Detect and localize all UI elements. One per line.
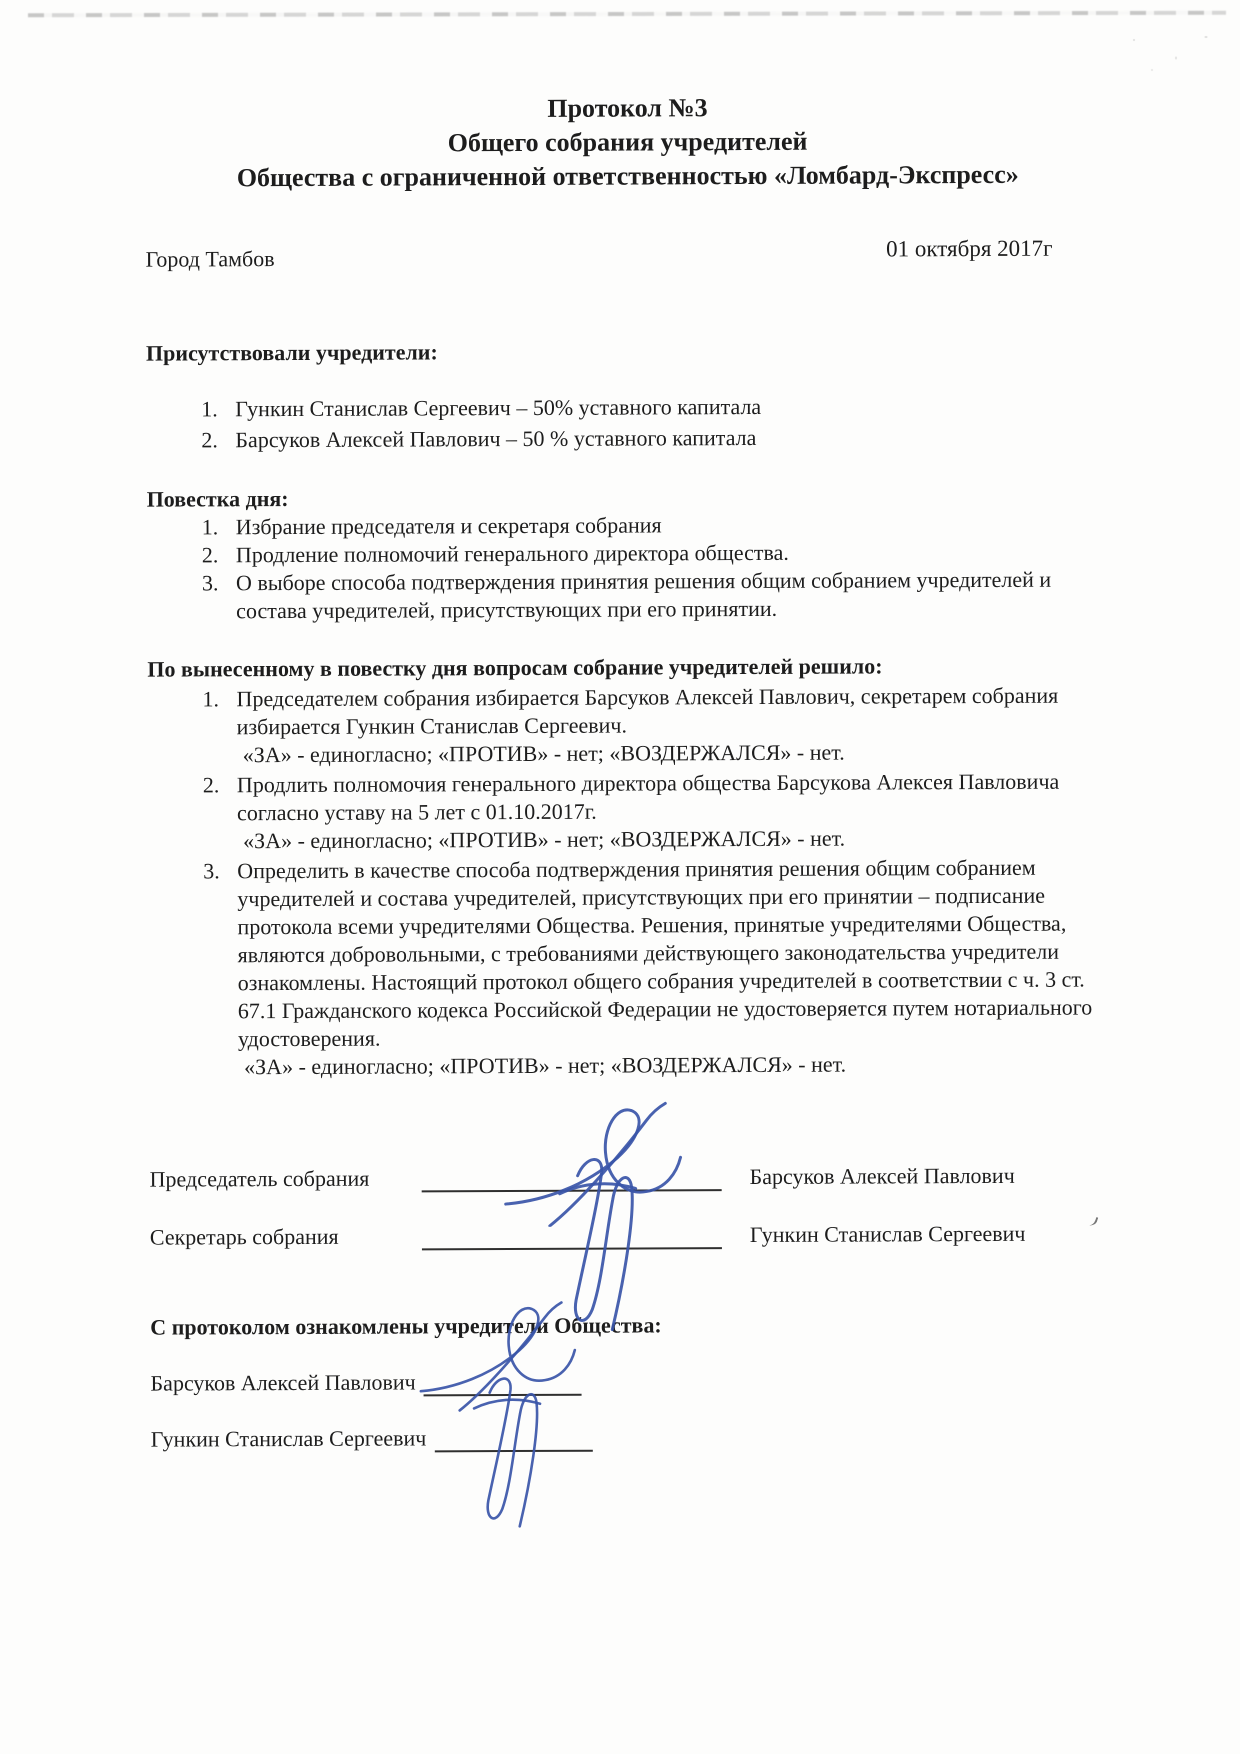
vote-line: «ЗА» - единогласно; «ПРОТИВ» - нет; «ВОЗДЕРЖАЛСЯ» - нет. [242, 739, 845, 768]
document-title [145, 89, 1110, 195]
secretary-signature-line [422, 1217, 722, 1250]
attendee-item [201, 389, 1111, 424]
resolution-body [237, 767, 1113, 855]
attendees-list [146, 389, 1111, 455]
acknowledgement-heading: С протоколом ознакомлены учредители Общества: [150, 1312, 662, 1340]
attendee-number: 1. [201, 396, 218, 422]
agenda-text: Избрание председателя и секретаря собрания [235, 512, 662, 540]
chairman-signature-row [150, 1157, 1115, 1193]
agenda-text: Продление полномочий генерального директора общества. [235, 539, 789, 568]
chairman-signature-ink [499, 1101, 710, 1227]
agenda-number: 1. [201, 514, 219, 540]
attendee-item [201, 420, 1111, 455]
chairman-label: Председатель собрания [149, 1165, 370, 1192]
agenda-list [147, 509, 1112, 625]
agenda-heading: Повестка дня: [146, 486, 289, 512]
resolution-text: Определить в качестве способа подтверждения принятия решения общим собранием учредителей и состава учредителей, присутствующих при его принятии – подписание протокола всеми учредителями Общества. Решения, принятые учредителями Общества, являются добровольными, с требованиями действующего законодательства учредители ознакомлены. Настоящий протокол общего собрания учредителей в соответствии с ч. 3 ст. 67.1 Гражданского кодекса Российской Федерации не удостоверяется путем нотариального удостоверения. [237, 854, 1093, 1052]
agenda-text: О выборе способа подтверждения принятия решения общим собранием учредителей и состава учредителей, присутствующих при его принятии. [235, 566, 1052, 624]
acknowledgement-signature-line [424, 1364, 582, 1397]
resolutions-heading: По вынесенному в повестку дня вопросам собрание учредителей решило: [147, 653, 883, 682]
vote-line: «ЗА» - единогласно; «ПРОТИВ» - нет; «ВОЗДЕРЖАЛСЯ» - нет. [244, 1051, 847, 1080]
attendee-text: Барсуков Алексей Павлович – 50 % уставного капитала [235, 424, 757, 453]
resolution-number: 1. [202, 686, 220, 712]
resolution-item [202, 681, 1112, 769]
agenda-number: 2. [201, 542, 219, 568]
agenda-item [202, 509, 1112, 541]
acknowledgement-signature-line [434, 1420, 592, 1453]
attendee-text: Гункин Станислав Сергеевич – 50% уставного капитала [235, 393, 762, 422]
secretary-name: Гункин Станислав Сергеевич [749, 1220, 1026, 1248]
agenda-item [202, 537, 1112, 569]
resolutions-list [147, 681, 1114, 1081]
resolution-item [203, 853, 1114, 1081]
secretary-signature-row [150, 1215, 1115, 1251]
resolution-text: Председателем собрания избирается Барсуков Алексей Павлович, секретарем собрания избирается Гункин Станислав Сергеевич. [236, 682, 1059, 740]
resolution-number: 3. [203, 858, 220, 884]
date-label: 01 октября 2017г [886, 235, 1053, 262]
resolution-body [237, 853, 1114, 1081]
agenda-item [202, 565, 1112, 625]
vote-line: «ЗА» - единогласно; «ПРОТИВ» - нет; «ВОЗДЕРЖАЛСЯ» - нет. [243, 825, 846, 854]
resolution-number: 2. [202, 772, 220, 798]
attendee-number: 2. [201, 427, 218, 453]
title-line-3: Общества с ограниченной ответственностью «Ломбард-Экспресс» [236, 159, 1019, 193]
resolution-body [236, 681, 1112, 769]
agenda-number: 3. [201, 570, 219, 596]
chairman-signature-line [422, 1159, 722, 1192]
title-line-1: Протокол №3 [547, 93, 708, 123]
resolution-text: Продлить полномочия генерального директора общества Барсукова Алексея Павловича согласно уставу на 5 лет с 01.10.2017г. [236, 768, 1060, 826]
acknowledgement-signer-name: Гункин Станислав Сергеевич [150, 1425, 427, 1452]
title-line-2: Общего собрания учредителей [447, 126, 808, 158]
secretary-label: Секретарь собрания [149, 1223, 339, 1250]
acknowledgement-signer-name: Барсуков Алексей Павлович [150, 1369, 416, 1396]
city-label: Город Тамбов [145, 246, 275, 272]
chairman-name: Барсуков Алексей Павлович [749, 1162, 1015, 1190]
signature-block [150, 1157, 1115, 1251]
attendees-heading: Присутствовали учредители: [145, 339, 438, 366]
city-date-row [145, 235, 1111, 273]
resolution-item [203, 767, 1113, 855]
acknowledgement-row [151, 1417, 1116, 1453]
acknowledgement-row [150, 1361, 1115, 1397]
